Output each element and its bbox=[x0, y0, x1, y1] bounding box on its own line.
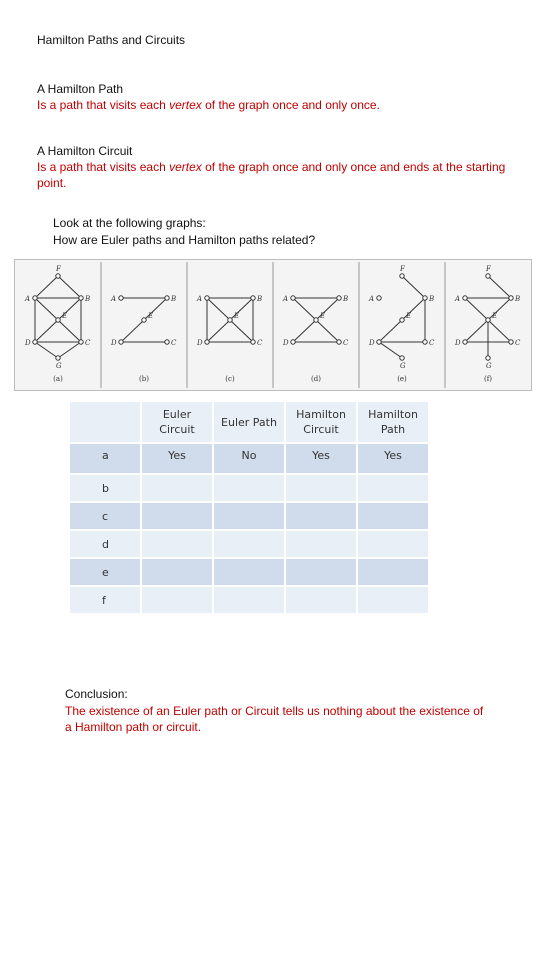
cell-euler-circuit: Yes bbox=[142, 444, 214, 475]
cell-euler-path bbox=[214, 531, 286, 559]
vertex-label: D bbox=[111, 339, 117, 347]
hamilton-path-def-post: of the graph once and only once. bbox=[201, 98, 380, 112]
graph-vertex bbox=[205, 340, 209, 344]
cell-euler-circuit bbox=[142, 475, 214, 503]
graph-edge bbox=[379, 342, 402, 358]
hamilton-circuit-def-pre: Is a path that visits each bbox=[37, 160, 170, 174]
table-header-hamilton-path-text: Hamilton Path bbox=[368, 408, 418, 436]
graph-edge bbox=[488, 276, 511, 298]
graph-edge bbox=[316, 320, 339, 342]
graph-vertex bbox=[400, 356, 404, 360]
graph-edge bbox=[465, 298, 488, 320]
graph-vertex bbox=[79, 340, 83, 344]
table-header-hamilton-circuit-text: Hamilton Circuit bbox=[296, 408, 346, 436]
table-header-row bbox=[70, 402, 430, 444]
cell-hamilton-circuit bbox=[286, 559, 358, 587]
vertex-label: C bbox=[429, 339, 435, 347]
prompt-line-2: How are Euler paths and Hamilton paths related? bbox=[53, 233, 316, 247]
panel-caption: (f) bbox=[483, 375, 493, 383]
graph-vertex bbox=[486, 356, 490, 360]
vertex-label: B bbox=[515, 295, 521, 303]
graph-vertex bbox=[56, 356, 60, 360]
cell-euler-circuit bbox=[142, 531, 214, 559]
cell-euler-path bbox=[214, 559, 286, 587]
panel-caption: (c) bbox=[225, 375, 235, 383]
table-header-euler-path-text: Euler Path bbox=[221, 415, 277, 429]
graph-vertex bbox=[337, 296, 341, 300]
vertex-label: E bbox=[234, 312, 240, 320]
graph-vertex bbox=[463, 340, 467, 344]
graph-edge bbox=[488, 320, 511, 342]
vertex-label: E bbox=[62, 312, 68, 320]
graph-vertex bbox=[142, 318, 146, 322]
cell-hamilton-path bbox=[358, 587, 430, 615]
graph-vertex bbox=[291, 340, 295, 344]
graph-vertex bbox=[56, 274, 60, 278]
cell-hamilton-path bbox=[358, 559, 430, 587]
comparison-table bbox=[70, 402, 430, 615]
cell-hamilton-circuit bbox=[286, 531, 358, 559]
vertex-label: B bbox=[171, 295, 177, 303]
cell-euler-path bbox=[214, 587, 286, 615]
graph-vertex bbox=[423, 296, 427, 300]
cell-euler-circuit bbox=[142, 503, 214, 531]
graph-edge bbox=[58, 320, 81, 342]
graph-vertex bbox=[228, 318, 232, 322]
graph-edge bbox=[207, 320, 230, 342]
row-label: c bbox=[70, 503, 142, 531]
vertex-label: F bbox=[400, 265, 405, 273]
table-header-euler-circuit bbox=[142, 402, 214, 444]
graph-edge bbox=[379, 320, 402, 342]
graph-edge bbox=[293, 320, 316, 342]
graph-vertex bbox=[119, 296, 123, 300]
graph-vertex bbox=[486, 318, 490, 322]
hamilton-path-heading: A Hamilton Path bbox=[37, 82, 124, 96]
graph-edge bbox=[58, 276, 81, 298]
graph-edge bbox=[465, 320, 488, 342]
graph-vertex bbox=[79, 296, 83, 300]
cell-hamilton-circuit bbox=[286, 475, 358, 503]
table-header-hamilton-circuit bbox=[286, 402, 358, 444]
conclusion-heading: Conclusion: bbox=[65, 687, 128, 701]
vertex-label: A bbox=[369, 295, 375, 303]
vertex-label: D bbox=[455, 339, 461, 347]
graph-vertex bbox=[165, 340, 169, 344]
cell-euler-path bbox=[214, 503, 286, 531]
vertex-label: C bbox=[257, 339, 263, 347]
row-label: b bbox=[70, 475, 142, 503]
graph-vertex bbox=[423, 340, 427, 344]
vertex-label: B bbox=[429, 295, 435, 303]
cell-hamilton-path bbox=[358, 475, 430, 503]
row-label: d bbox=[70, 531, 142, 559]
cell-hamilton-circuit: Yes bbox=[286, 444, 358, 475]
vertex-label: F bbox=[486, 265, 491, 273]
graphs-figure-svg bbox=[15, 260, 531, 390]
row-label: f bbox=[70, 587, 142, 615]
table-row bbox=[70, 475, 430, 503]
table-row bbox=[70, 531, 430, 559]
table-header-corner bbox=[70, 402, 142, 444]
hamilton-circuit-heading: A Hamilton Circuit bbox=[37, 144, 133, 158]
vertex-label: C bbox=[171, 339, 177, 347]
table-row bbox=[70, 503, 430, 531]
table-row bbox=[70, 444, 430, 475]
vertex-label: C bbox=[85, 339, 91, 347]
vertex-label: A bbox=[25, 295, 31, 303]
graph-vertex bbox=[400, 318, 404, 322]
vertex-label: E bbox=[406, 312, 412, 320]
graph-vertex bbox=[400, 274, 404, 278]
hamilton-circuit-def-italic: vertex bbox=[169, 160, 202, 174]
graph-edge bbox=[35, 342, 58, 358]
vertex-label: D bbox=[283, 339, 289, 347]
graph-edge bbox=[293, 298, 316, 320]
cell-hamilton-circuit bbox=[286, 503, 358, 531]
graph-vertex bbox=[33, 296, 37, 300]
cell-euler-circuit bbox=[142, 559, 214, 587]
cell-euler-path bbox=[214, 475, 286, 503]
table-row bbox=[70, 587, 430, 615]
vertex-label: C bbox=[343, 339, 349, 347]
cell-hamilton-path: Yes bbox=[358, 444, 430, 475]
page-title: Hamilton Paths and Circuits bbox=[37, 33, 186, 47]
table-row bbox=[70, 559, 430, 587]
vertex-label: G bbox=[486, 362, 492, 370]
table-header-euler-circuit-text: Euler Circuit bbox=[159, 408, 195, 436]
graph-vertex bbox=[337, 340, 341, 344]
vertex-label: A bbox=[197, 295, 203, 303]
vertex-label: B bbox=[85, 295, 91, 303]
hamilton-circuit-def-post: of the graph once and only once and ends at the starting point. bbox=[37, 160, 506, 190]
vertex-label: G bbox=[56, 362, 62, 370]
vertex-label: E bbox=[492, 312, 498, 320]
graph-vertex bbox=[377, 296, 381, 300]
vertex-label: B bbox=[343, 295, 349, 303]
graph-edge bbox=[230, 320, 253, 342]
graph-edge bbox=[35, 298, 58, 320]
graph-vertex bbox=[251, 296, 255, 300]
graph-edge bbox=[35, 320, 58, 342]
vertex-label: G bbox=[400, 362, 406, 370]
row-label: a bbox=[70, 444, 142, 475]
vertex-label: D bbox=[197, 339, 203, 347]
panel-caption: (d) bbox=[311, 375, 321, 383]
panel-caption: (a) bbox=[53, 375, 63, 383]
graph-edge bbox=[35, 276, 58, 298]
vertex-label: F bbox=[56, 265, 61, 273]
graph-vertex bbox=[377, 340, 381, 344]
row-label: e bbox=[70, 559, 142, 587]
panel-caption: (b) bbox=[139, 375, 149, 383]
conclusion-text: The existence of an Euler path or Circuit tells us nothing about the existence of a Hamilton path or circuit. bbox=[65, 704, 484, 734]
vertex-label: C bbox=[515, 339, 521, 347]
table-header-hamilton-path bbox=[358, 402, 430, 444]
cell-euler-circuit bbox=[142, 587, 214, 615]
graph-vertex bbox=[314, 318, 318, 322]
graph-vertex bbox=[33, 340, 37, 344]
graph-edge bbox=[402, 276, 425, 298]
graph-edge bbox=[207, 298, 230, 320]
cell-hamilton-path bbox=[358, 531, 430, 559]
graph-edge bbox=[58, 342, 81, 358]
graph-vertex bbox=[119, 340, 123, 344]
vertex-label: A bbox=[111, 295, 117, 303]
graph-vertex bbox=[291, 296, 295, 300]
prompt-line-1: Look at the following graphs: bbox=[53, 216, 206, 230]
graph-vertex bbox=[509, 340, 513, 344]
vertex-label: D bbox=[369, 339, 375, 347]
graph-vertex bbox=[165, 296, 169, 300]
hamilton-path-def-pre: Is a path that visits each bbox=[37, 98, 170, 112]
panel-caption: (e) bbox=[397, 375, 407, 383]
cell-hamilton-path bbox=[358, 503, 430, 531]
graph-vertex bbox=[205, 296, 209, 300]
vertex-label: E bbox=[148, 312, 154, 320]
vertex-label: D bbox=[25, 339, 31, 347]
vertex-label: A bbox=[455, 295, 461, 303]
graph-vertex bbox=[251, 340, 255, 344]
hamilton-path-definition bbox=[37, 97, 380, 113]
graph-vertex bbox=[486, 274, 490, 278]
table-header-euler-path bbox=[214, 402, 286, 444]
vertex-label: A bbox=[283, 295, 289, 303]
graphs-figure bbox=[14, 259, 532, 391]
hamilton-path-def-italic: vertex bbox=[169, 98, 202, 112]
graph-vertex bbox=[463, 296, 467, 300]
vertex-label: E bbox=[320, 312, 326, 320]
graph-vertex bbox=[509, 296, 513, 300]
graph-edge bbox=[121, 320, 144, 342]
vertex-label: B bbox=[257, 295, 263, 303]
cell-euler-path: No bbox=[214, 444, 286, 475]
hamilton-circuit-definition bbox=[37, 159, 507, 191]
graph-vertex bbox=[56, 318, 60, 322]
cell-hamilton-circuit bbox=[286, 587, 358, 615]
